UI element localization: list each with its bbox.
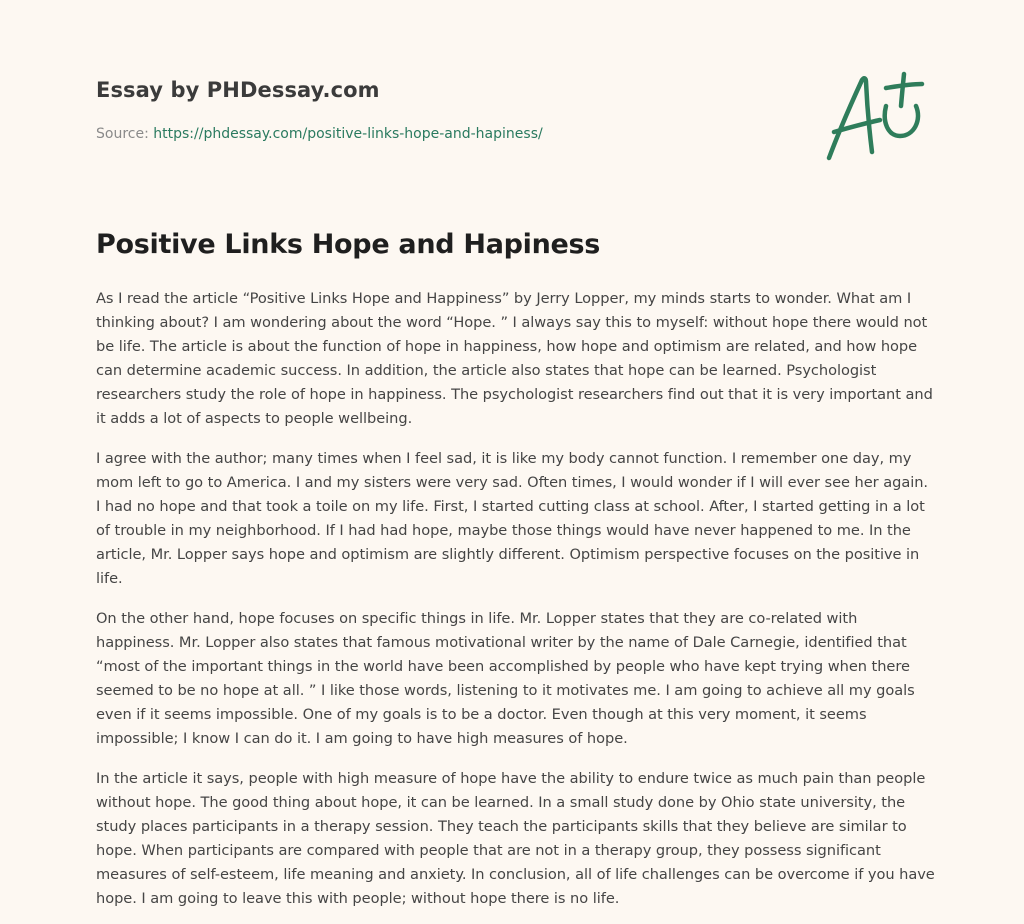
essay-paragraph: As I read the article “Positive Links Hope and Happiness” by Jerry Lopper, my minds starts to wonder. What am I thinking about? I am wondering about the word “Hope. ” I always say this to myself: without hope there would not be life. The article is about the function of hope in happiness, how hope and optimism are related, and how hope can determine academic success. In addition, the article also states that hope can be learned. Psychologist researchers study the role of hope in happiness. The psychologist researchers find out that it is very important and it adds a lot of aspects to people wellbeing.: [96, 290, 933, 427]
source-label: Source:: [96, 126, 149, 142]
source-line: [96, 124, 796, 144]
essay-paragraph: In the article it says, people with high measure of hope have the ability to endure twice as much pain than people without hope. The good thing about hope, it can be learned. In a small study done by Ohio state university, the study places participants in a therapy session. They teach the participants skills that they believe are similar to hope. When participants are compared with people that are not in a therapy group, they possess significant measures of self-esteem, life meaning and anxiety. In conclusion, all of life challenges can be overcome if you have hope. I am going to leave this with people; without hope there is no life.: [96, 770, 935, 907]
page-header: [96, 75, 796, 144]
logo-graphic: [822, 66, 930, 166]
essay-title: Positive Links Hope and Hapiness: [96, 229, 601, 260]
essay-paragraph: I agree with the author; many times when I feel sad, it is like my body cannot function. I remember one day, my mom left to go to America. I and my sisters were very sad. Often times, I would wonder if I will ever see her again. I had no hope and that took a toile on my life. First, I started cutting class at school. After, I started getting in a lot of trouble in my neighborhood. If I had had hope, maybe those things would have never happened to me. In the article, Mr. Lopper says hope and optimism are slightly different. Optimism perspective focuses on the positive in life.: [96, 450, 929, 587]
essay-paragraph: On the other hand, hope focuses on specific things in life. Mr. Lopper states that they are co-related with happiness. Mr. Lopper also states that famous motivational writer by the name of Dale Carnegie, identified that “most of the important things in the world have been accomplished by people who have kept trying when there seemed to be no hope at all. ” I like those words, listening to it motivates me. I am going to achieve all my goals even if it seems impossible. One of my goals is to be a doctor. Even though at this very moment, it seems impossible; I know I can do it. I am going to have high measures of hope.: [96, 610, 915, 747]
a-plus-logo-icon: [822, 66, 930, 166]
essay-body: [96, 287, 936, 924]
site-title: Essay by PHDessay.com: [96, 78, 380, 102]
source-link[interactable]: https://phdessay.com/positive-links-hope-and-hapiness/: [153, 126, 543, 142]
